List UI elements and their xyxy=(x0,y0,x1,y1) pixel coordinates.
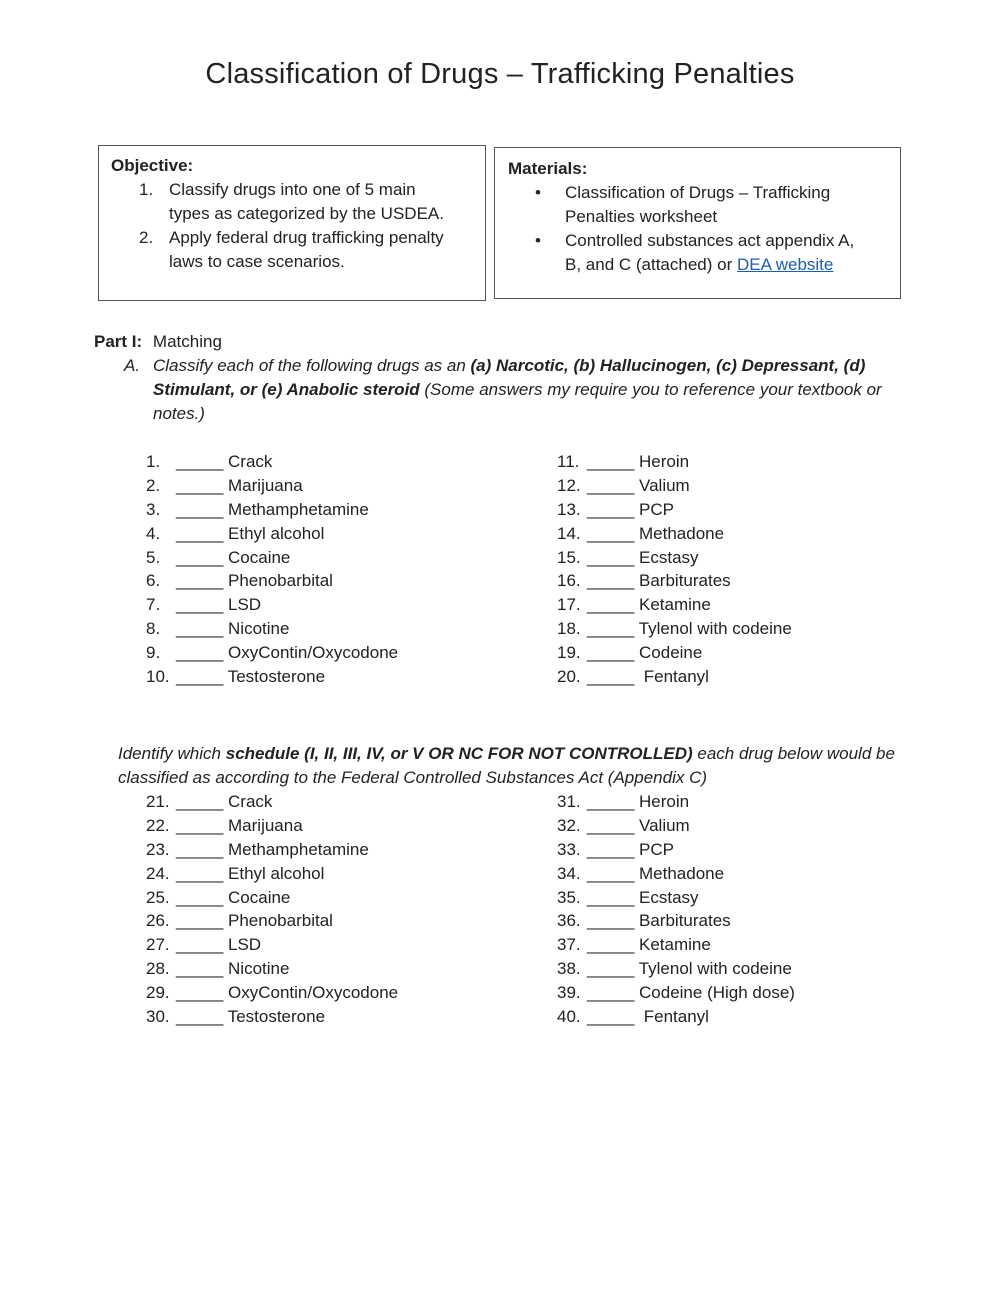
answer-blank[interactable]: _____ xyxy=(587,887,635,907)
drug-name: Valium xyxy=(639,815,690,835)
instruction-a xyxy=(124,354,884,426)
objective-item-number: 1. xyxy=(139,180,154,199)
drug-item xyxy=(557,522,792,546)
answer-blank[interactable]: _____ xyxy=(176,499,224,519)
answer-blank[interactable]: _____ xyxy=(587,619,635,639)
answer-blank[interactable]: _____ xyxy=(587,839,635,859)
item-number: 8. xyxy=(146,619,161,639)
drug-item xyxy=(146,1005,398,1029)
drug-name: Ketamine xyxy=(639,935,711,955)
drug-name: Phenobarbital xyxy=(228,571,333,591)
item-number: 34. xyxy=(557,863,581,883)
answer-blank[interactable]: _____ xyxy=(587,911,635,931)
answer-blank[interactable]: _____ xyxy=(587,815,635,835)
item-number: 33. xyxy=(557,839,581,859)
item-number: 24. xyxy=(146,863,170,883)
drug-name: Nicotine xyxy=(228,959,290,979)
drug-item xyxy=(146,862,398,886)
answer-blank[interactable]: _____ xyxy=(176,667,224,687)
drug-item xyxy=(557,593,792,617)
item-number: 28. xyxy=(146,959,170,979)
answer-blank[interactable]: _____ xyxy=(587,475,635,495)
answer-blank[interactable]: _____ xyxy=(176,571,224,591)
answer-blank[interactable]: _____ xyxy=(176,792,224,811)
item-number: 35. xyxy=(557,887,581,907)
answer-blank[interactable]: _____ xyxy=(176,452,224,471)
matching-list-left xyxy=(146,450,398,689)
drug-name: Ecstasy xyxy=(639,547,699,567)
drug-name: PCP xyxy=(639,839,674,859)
drug-item xyxy=(146,569,398,593)
item-number: 11. xyxy=(557,452,580,471)
drug-item xyxy=(146,838,398,862)
answer-blank[interactable]: _____ xyxy=(176,523,224,543)
drug-item xyxy=(557,838,795,862)
drug-name: Valium xyxy=(639,475,690,495)
item-number: 9. xyxy=(146,643,161,663)
instruction-b-text-1: Identify which xyxy=(118,744,226,763)
item-number: 10. xyxy=(146,667,170,687)
objective-item-text: Apply federal drug trafficking penalty xyxy=(169,228,444,247)
drug-item xyxy=(146,886,398,910)
item-number: 15. xyxy=(557,547,581,567)
item-number: 7. xyxy=(146,595,161,615)
drug-item xyxy=(146,665,398,689)
item-number: 32. xyxy=(557,815,581,835)
answer-blank[interactable]: _____ xyxy=(587,523,635,543)
answer-blank[interactable]: _____ xyxy=(176,1007,224,1027)
item-number: 25. xyxy=(146,887,170,907)
answer-blank[interactable]: _____ xyxy=(176,839,224,859)
drug-name: Heroin xyxy=(639,452,690,471)
drug-item xyxy=(557,665,792,689)
item-number: 13. xyxy=(557,499,581,519)
bullet-icon: • xyxy=(535,183,541,202)
drug-name: Tylenol with codeine xyxy=(638,619,792,639)
materials-item-text: Penalties worksheet xyxy=(565,207,718,226)
drug-name: Heroin xyxy=(639,792,690,811)
drug-item xyxy=(557,814,795,838)
drug-name: PCP xyxy=(639,499,674,519)
answer-blank[interactable]: _____ xyxy=(587,667,635,687)
item-number: 31. xyxy=(557,792,581,811)
item-number: 29. xyxy=(146,983,170,1003)
drug-name: Nicotine xyxy=(228,619,290,639)
drug-name: Marijuana xyxy=(228,815,303,835)
objective-item-text: Classify drugs into one of 5 main xyxy=(169,180,416,199)
objective-item xyxy=(111,226,473,274)
answer-blank[interactable]: _____ xyxy=(587,863,635,883)
item-number: 6. xyxy=(146,571,161,591)
materials-item xyxy=(508,181,887,229)
answer-blank[interactable]: _____ xyxy=(176,643,224,663)
drug-name: Methadone xyxy=(639,523,725,543)
drug-item xyxy=(557,957,795,981)
answer-blank[interactable]: _____ xyxy=(176,983,224,1003)
objective-item-text: types as categorized by the USDEA. xyxy=(169,204,444,223)
drug-item xyxy=(146,450,398,474)
drug-name: Codeine (High dose) xyxy=(639,983,795,1003)
answer-blank[interactable]: _____ xyxy=(587,499,635,519)
answer-blank[interactable]: _____ xyxy=(587,571,635,591)
answer-blank[interactable]: _____ xyxy=(176,547,224,567)
drug-item xyxy=(146,498,398,522)
drug-name: Methamphetamine xyxy=(228,499,369,519)
item-number: 38. xyxy=(557,959,581,979)
drug-name: Codeine xyxy=(639,643,703,663)
part-name: Matching xyxy=(152,332,222,351)
drug-name: OxyContin/Oxycodone xyxy=(228,643,399,663)
item-number: 30. xyxy=(146,1007,170,1027)
item-number: 3. xyxy=(146,499,161,519)
answer-blank[interactable]: _____ xyxy=(587,1007,635,1027)
instruction-a-text-2: (Some answers my require you to reference your textbook or notes.) xyxy=(153,380,882,423)
answer-blank[interactable]: _____ xyxy=(176,959,224,979)
drug-name: Ethyl alcohol xyxy=(228,523,325,543)
bullet-icon: • xyxy=(535,231,541,250)
answer-blank[interactable]: _____ xyxy=(176,887,224,907)
item-number: 12. xyxy=(557,475,581,495)
page-title: Classification of Drugs – Trafficking Penalties xyxy=(205,58,795,90)
drug-name: OxyContin/Oxycodone xyxy=(228,983,399,1003)
item-number: 19. xyxy=(557,643,581,663)
item-number: 18. xyxy=(557,619,581,639)
part-label: Part I: xyxy=(94,332,143,351)
drug-item xyxy=(557,569,792,593)
drug-item xyxy=(146,593,398,617)
drug-name: Testosterone xyxy=(227,667,326,687)
drug-item xyxy=(557,474,792,498)
drug-item xyxy=(146,546,398,570)
instruction-b xyxy=(118,742,908,790)
item-number: 27. xyxy=(146,935,170,955)
materials-item-text: Classification of Drugs – Trafficking xyxy=(565,183,831,202)
answer-blank[interactable]: _____ xyxy=(176,863,224,883)
drug-item xyxy=(557,1005,795,1029)
answer-blank[interactable]: _____ xyxy=(587,959,635,979)
item-number: 20. xyxy=(557,667,581,687)
answer-blank[interactable]: _____ xyxy=(176,815,224,835)
answer-blank[interactable]: _____ xyxy=(176,475,224,495)
drug-name: Ketamine xyxy=(639,595,711,615)
drug-item xyxy=(146,474,398,498)
objective-box xyxy=(98,145,486,301)
drug-item xyxy=(146,790,398,814)
answer-blank[interactable]: _____ xyxy=(176,595,224,615)
drug-item xyxy=(557,498,792,522)
objective-item-text: laws to case scenarios. xyxy=(169,252,345,271)
objective-heading: Objective: xyxy=(111,156,194,175)
drug-item xyxy=(146,933,398,957)
answer-blank[interactable]: _____ xyxy=(587,643,635,663)
instruction-b-bold: schedule (I, II, III, IV, or V OR NC FOR NOT CONTROLLED) xyxy=(225,744,693,763)
instruction-a-bold-1: (a) Narcotic, (b) Hallucinogen, (c) Depressant, xyxy=(470,356,839,375)
answer-blank[interactable]: _____ xyxy=(176,911,224,931)
part-heading xyxy=(94,331,222,353)
drug-item xyxy=(557,617,792,641)
drug-name: Crack xyxy=(228,452,273,471)
item-number: 17. xyxy=(557,595,581,615)
drug-item xyxy=(146,814,398,838)
drug-item xyxy=(557,450,792,474)
drug-name: LSD xyxy=(228,935,262,955)
objective-item-number: 2. xyxy=(139,228,154,247)
drug-name: Methamphetamine xyxy=(228,839,369,859)
dea-website-link[interactable]: DEA website xyxy=(736,255,834,274)
instruction-a-label: A. xyxy=(124,356,141,375)
drug-name: Fentanyl xyxy=(639,1007,709,1027)
drug-item xyxy=(557,909,795,933)
drug-name: Crack xyxy=(228,792,273,811)
drug-item xyxy=(146,641,398,665)
drug-name: Phenobarbital xyxy=(228,911,333,931)
item-number: 4. xyxy=(146,523,161,543)
drug-name: Methadone xyxy=(639,863,725,883)
answer-blank[interactable]: _____ xyxy=(587,792,635,811)
schedule-list-left xyxy=(146,790,398,1029)
item-number: 40. xyxy=(557,1007,581,1027)
drug-item xyxy=(146,617,398,641)
drug-item xyxy=(146,981,398,1005)
item-number: 5. xyxy=(146,547,161,567)
drug-name: Fentanyl xyxy=(639,667,709,687)
answer-blank[interactable]: _____ xyxy=(176,619,224,639)
item-number: 22. xyxy=(146,815,170,835)
instruction-a-text xyxy=(124,354,884,426)
drug-name: Cocaine xyxy=(228,547,291,567)
item-number: 26. xyxy=(146,911,170,931)
drug-item xyxy=(146,522,398,546)
drug-name: Marijuana xyxy=(228,475,303,495)
answer-blank[interactable]: _____ xyxy=(587,983,635,1003)
item-number: 1. xyxy=(146,452,161,471)
drug-item xyxy=(557,933,795,957)
materials-item xyxy=(508,229,887,277)
materials-item-text xyxy=(565,253,887,277)
drug-item xyxy=(557,981,795,1005)
instruction-b-text-2: each drug below would be classified as according to the Federal Controlled Substances Act (Appendix C) xyxy=(118,744,895,787)
drug-name: Ecstasy xyxy=(639,887,699,907)
item-number: 37. xyxy=(557,935,581,955)
drug-name: Testosterone xyxy=(227,1007,326,1027)
drug-item xyxy=(146,957,398,981)
materials-item-text: Controlled substances act appendix A, xyxy=(565,231,855,250)
drug-item xyxy=(557,862,795,886)
answer-blank[interactable]: _____ xyxy=(587,595,635,615)
item-number: 39. xyxy=(557,983,581,1003)
drug-name: Ethyl alcohol xyxy=(228,863,325,883)
item-number: 16. xyxy=(557,571,581,591)
materials-item-prefix: B, and C (attached) or xyxy=(565,255,737,274)
answer-blank[interactable]: _____ xyxy=(587,452,635,471)
instruction-a-text-1: Classify each of the following drugs as an xyxy=(153,356,471,375)
drug-name: Cocaine xyxy=(228,887,291,907)
answer-blank[interactable]: _____ xyxy=(587,547,635,567)
item-number: 2. xyxy=(146,475,161,495)
item-number: 21. xyxy=(146,792,170,811)
drug-name: LSD xyxy=(228,595,262,615)
materials-heading: Materials: xyxy=(508,159,588,178)
drug-name: Tylenol with codeine xyxy=(638,959,792,979)
drug-item xyxy=(557,886,795,910)
drug-item xyxy=(557,546,792,570)
item-number: 23. xyxy=(146,839,170,859)
answer-blank[interactable]: _____ xyxy=(176,935,224,955)
drug-name: Barbiturates xyxy=(639,911,731,931)
drug-name: Barbiturates xyxy=(639,571,731,591)
answer-blank[interactable]: _____ xyxy=(587,935,635,955)
drug-item xyxy=(557,790,795,814)
instruction-a-bold-2: (d) Stimulant, or (e) Anabolic steroid xyxy=(153,356,866,399)
drug-item xyxy=(557,641,792,665)
drug-item xyxy=(146,909,398,933)
item-number: 14. xyxy=(557,523,581,543)
materials-box xyxy=(494,147,901,299)
item-number: 36. xyxy=(557,911,581,931)
objective-item xyxy=(111,178,473,226)
matching-list-right xyxy=(557,450,792,689)
schedule-list-right xyxy=(557,790,795,1029)
